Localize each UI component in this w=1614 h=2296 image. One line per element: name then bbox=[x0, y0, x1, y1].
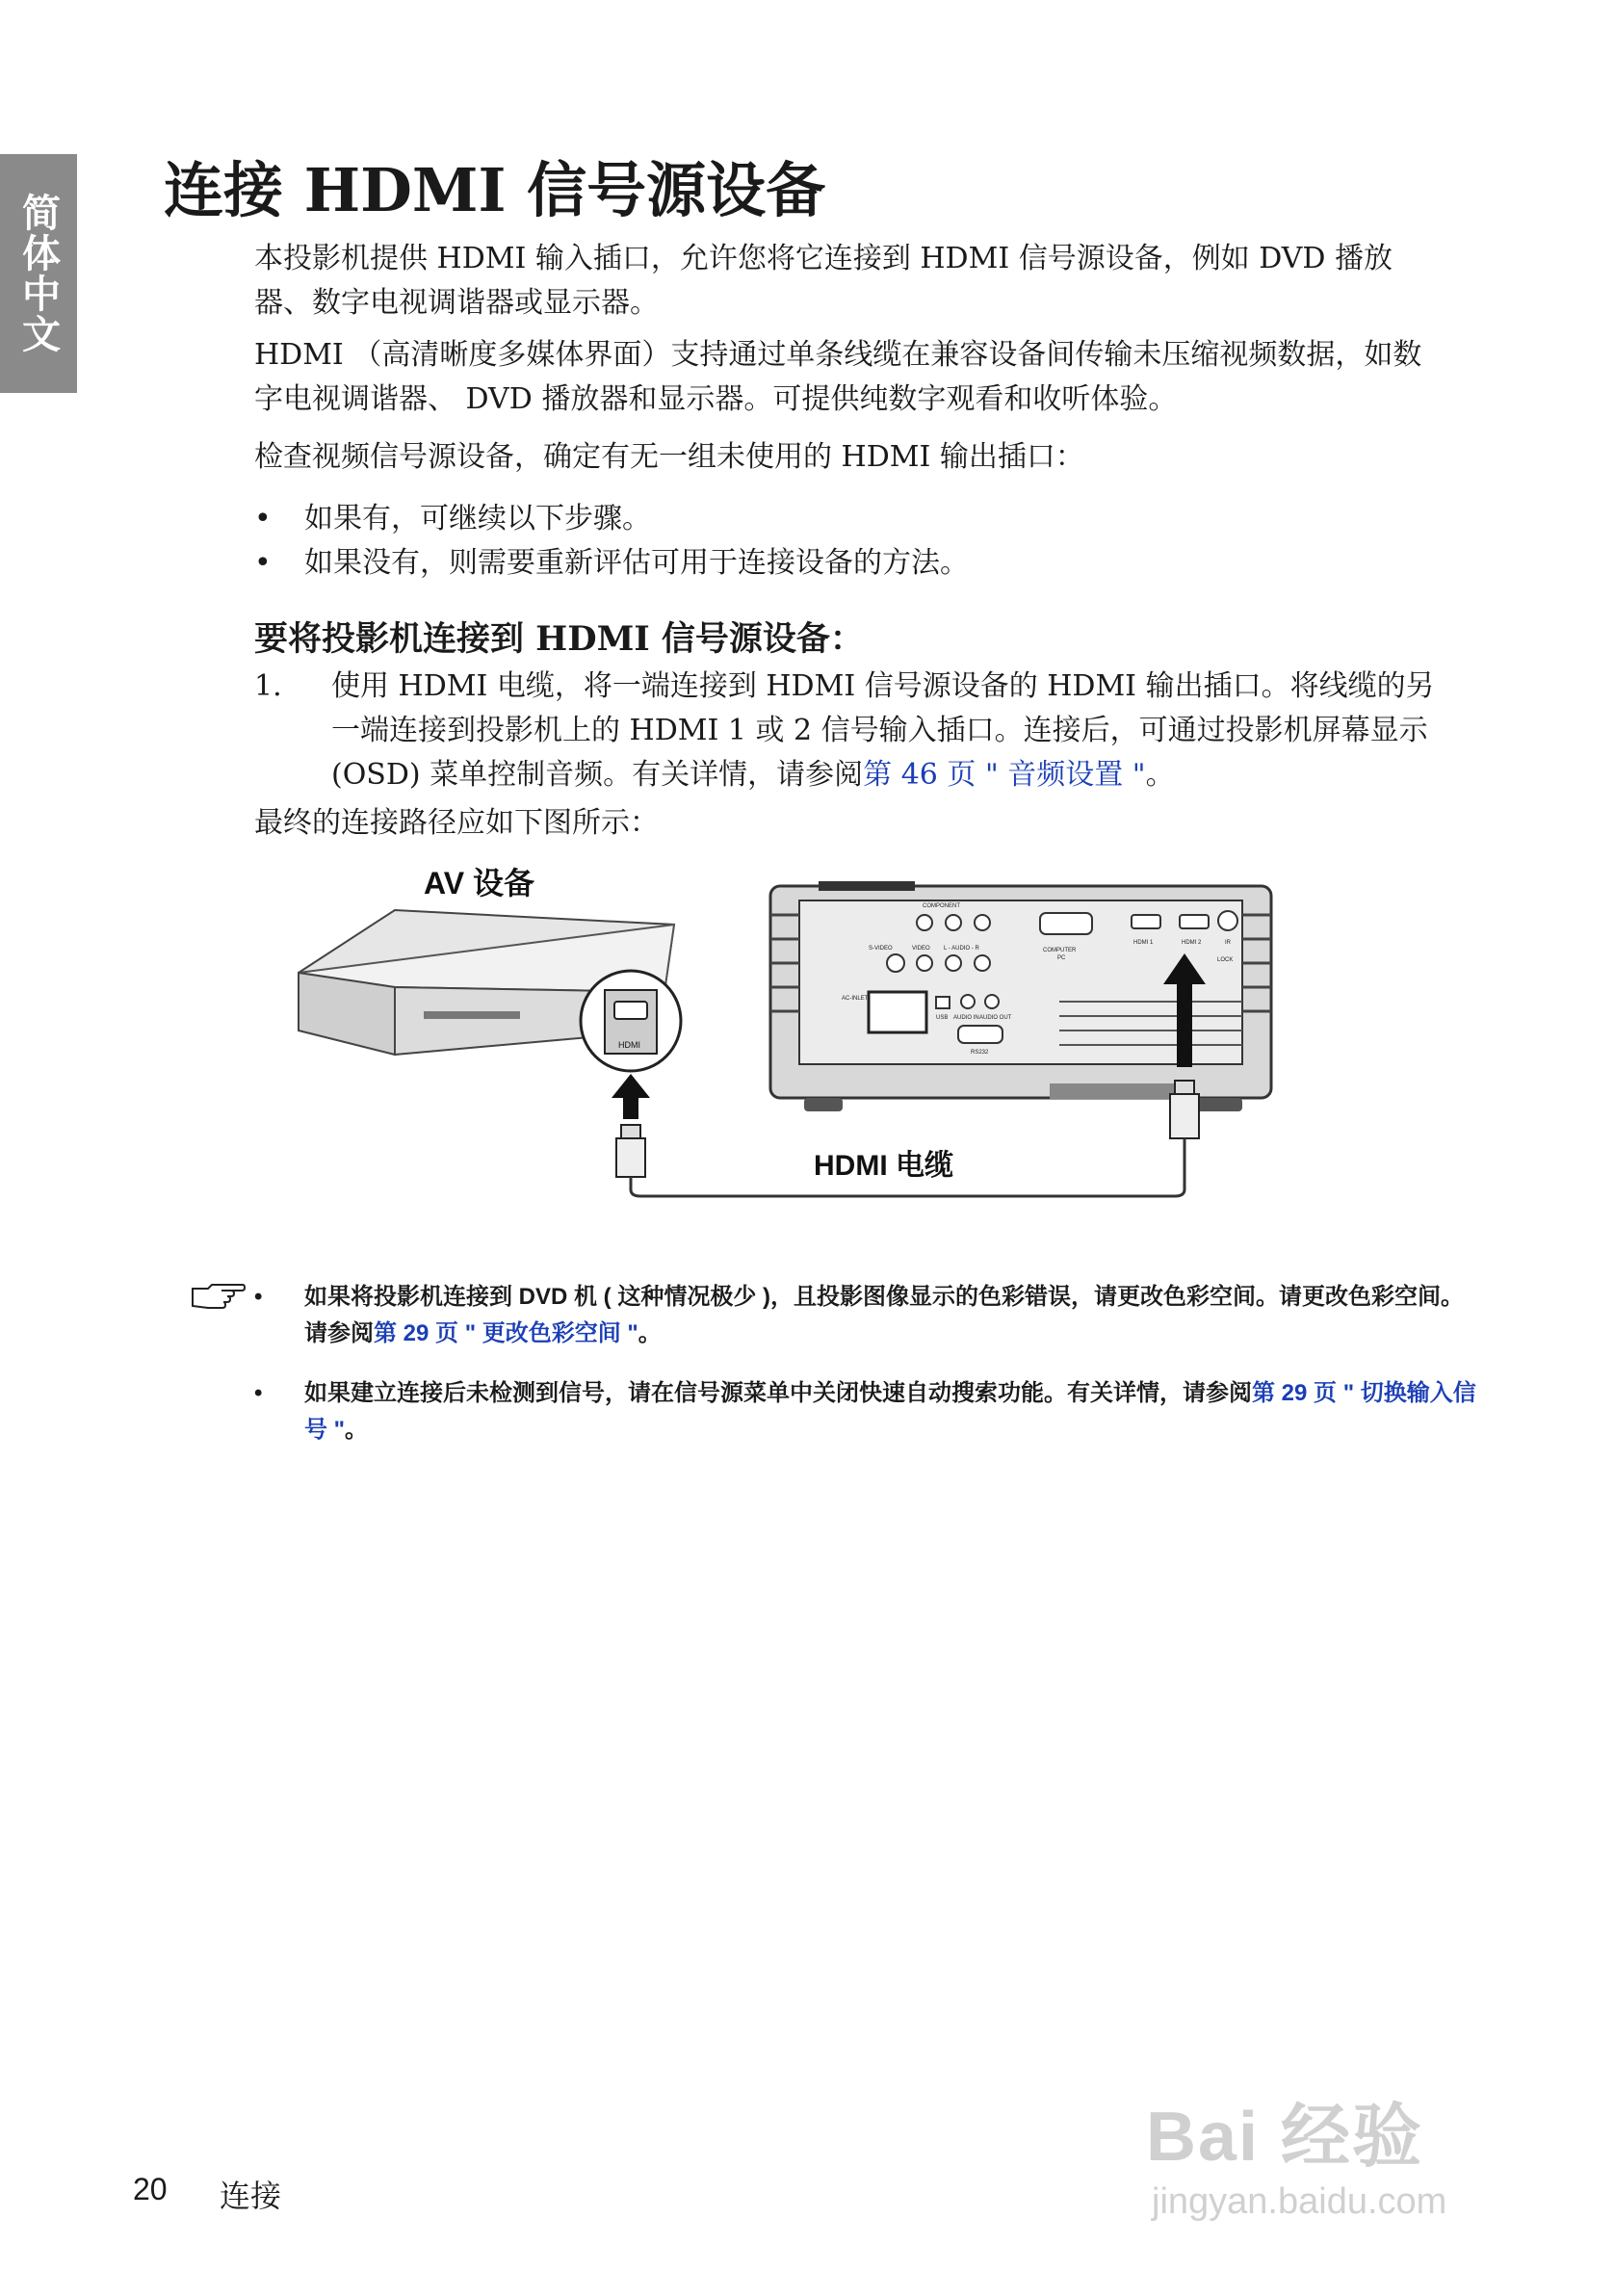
ac-inlet-label: AC-INLET bbox=[842, 996, 869, 1002]
intro-paragraph: 本投影机提供 HDMI 输入插口，允许您将它连接到 HDMI 信号源设备，例如 DVD 播放器、数字电视调谐器或显示器。 bbox=[254, 242, 1393, 320]
video-label: VIDEO bbox=[912, 946, 930, 952]
hdmi-port-label: HDMI bbox=[618, 1040, 640, 1050]
up-arrow-icon bbox=[612, 1074, 650, 1119]
color-space-link[interactable]: 第 29 页 " 更改色彩空间 " bbox=[374, 1320, 638, 1346]
hdmi-plug-right bbox=[1170, 1081, 1199, 1138]
connection-path-text: 最终的连接路径应如下图所示： bbox=[254, 806, 659, 840]
note-item-color-space: • 如果将投影机连接到 DVD 机 ( 这种情况极少 )，且投影图像显示的色彩错误，请更改色彩空间。请更改色彩空间。请参阅第 29 页 " 更改色彩空间 "。 bbox=[254, 1284, 1464, 1346]
ir-label: IR bbox=[1225, 940, 1231, 946]
audio-settings-link[interactable]: 第 46 页 " 音频设置 " bbox=[863, 758, 1146, 792]
page-title: 连接 HDMI 信号源设备 bbox=[164, 155, 826, 225]
audio-in-label: AUDIO IN bbox=[953, 1015, 979, 1021]
audio-out-label: AUDIO OUT bbox=[979, 1015, 1012, 1021]
list-item: • 如果没有，则需要重新评估可用于连接设备的方法。 bbox=[254, 546, 969, 580]
step-number: 1. bbox=[254, 669, 282, 703]
note-item-signal: • 如果建立连接后未检测到信号，请在信号源菜单中关闭快速自动搜索功能。有关详情，请参阅第 29 页 " 切换输入信号 "。 bbox=[254, 1380, 1476, 1443]
usb-label: USB bbox=[936, 1015, 949, 1021]
hdmi-port-zoom bbox=[581, 971, 681, 1071]
hdmi-description-paragraph: HDMI （高清晰度多媒体界面）支持通过单条线缆在兼容设备间传输未压缩视频数据，如数字电视调谐器、 DVD 播放器和显示器。可提供纯数字观看和收听体验。 bbox=[254, 338, 1422, 416]
procedure-heading: 要将投影机连接到 HDMI 信号源设备： bbox=[254, 619, 864, 659]
input-switch-link[interactable]: 第 29 页 " 切换输入信号 " bbox=[304, 1380, 1476, 1443]
svideo-label: S-VIDEO bbox=[869, 946, 893, 952]
lock-label: LOCK bbox=[1217, 957, 1234, 963]
baidu-watermark-url: jingyan.baidu.com bbox=[1152, 2181, 1447, 2222]
computer-label: COMPUTER bbox=[1043, 948, 1077, 953]
av-device-label: AV 设备 bbox=[424, 866, 534, 900]
check-source-paragraph: 检查视频信号源设备，确定有无一组未使用的 HDMI 输出插口： bbox=[254, 440, 1084, 474]
procedure-step: 1. 使用 HDMI 电缆，将一端连接到 HDMI 信号源设备的 HDMI 输出插口。将线缆的另一端连接到投影机上的 HDMI 1 或 2 信号输入插口。连接后，可通过投影机屏幕显示 (OSD) 菜单控制音频。有关详情，请参阅第 46 页 " 音频设置 "。 bbox=[254, 665, 1458, 797]
pc-label: PC bbox=[1057, 955, 1066, 961]
hdmi-plug-left bbox=[616, 1125, 645, 1177]
page-number: 20 bbox=[133, 2172, 168, 2206]
audio-lr-label: L - AUDIO - R bbox=[944, 946, 979, 952]
connection-diagram bbox=[279, 857, 1416, 1213]
footer-section: 连接 bbox=[220, 2179, 282, 2213]
rs232-label: RS232 bbox=[971, 1050, 989, 1056]
hdmi2-label: HDMI 2 bbox=[1182, 940, 1202, 946]
step-text: 使用 HDMI 电缆，将一端连接到 HDMI 信号源设备的 HDMI 输出插口。将线缆的另一端连接到投影机上的 HDMI 1 或 2 信号输入插口。连接后，可通过投影机屏幕显示 (OSD) 菜单控制音频。有关详情，请参阅 bbox=[331, 669, 1435, 792]
projector-rear bbox=[770, 881, 1271, 1111]
hdmi-cable-label: HDMI 电缆 bbox=[814, 1150, 953, 1182]
component-label: COMPONENT bbox=[923, 903, 960, 909]
language-side-tab: 简体中文 bbox=[0, 154, 77, 393]
list-item: • 如果有，可继续以下步骤。 bbox=[254, 502, 651, 535]
hdmi1-label: HDMI 1 bbox=[1133, 940, 1154, 946]
baidu-watermark-logo: Bai 经验 bbox=[1146, 2099, 1424, 2176]
